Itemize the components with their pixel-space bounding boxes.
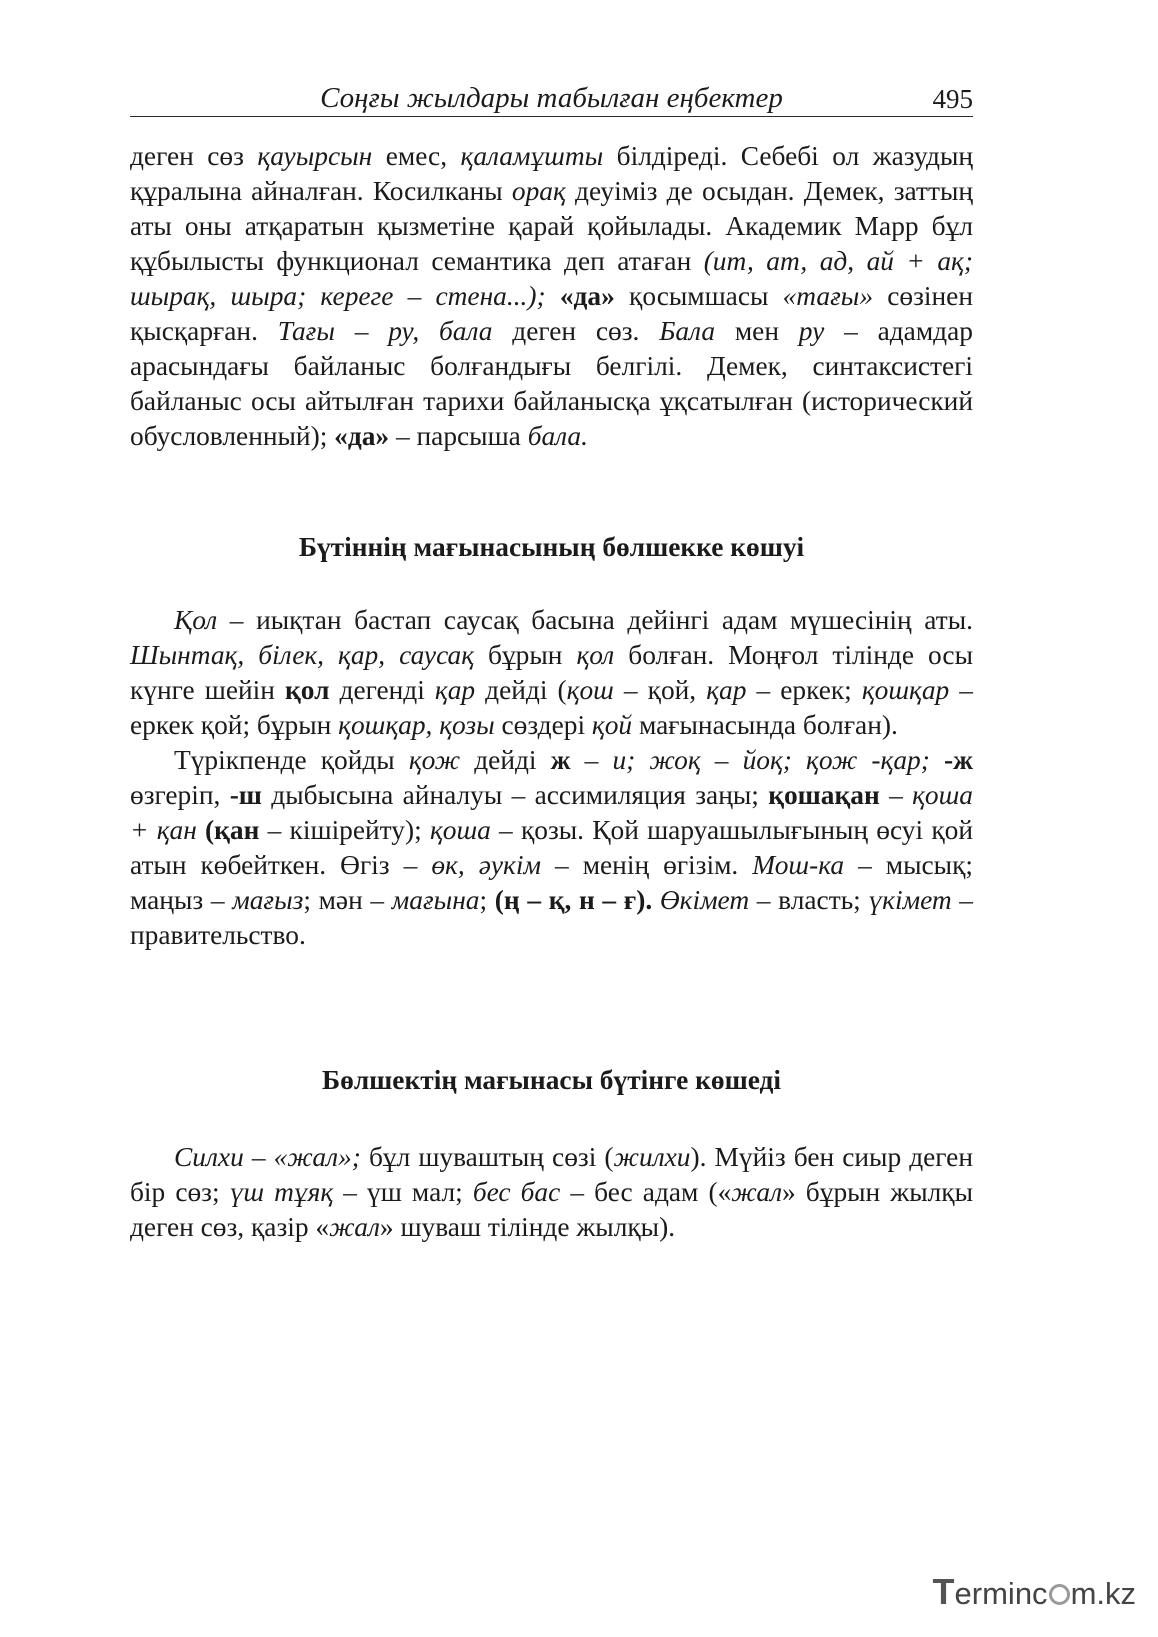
text-run: ; мән – xyxy=(303,885,392,915)
text-run: қозы. Қой шаруашылығының өсуі қой атын көбейткен. Өгіз – xyxy=(130,815,973,880)
logo-text-main: erminc xyxy=(954,1576,1048,1611)
text-run: қар xyxy=(434,675,476,705)
text-run: Мош-ка – xyxy=(752,850,872,880)
logo-letter-t: T xyxy=(932,1571,955,1612)
text-run: болған. Моңғол тілінде осы күнге шейін xyxy=(130,640,973,705)
text-run: еркек; xyxy=(770,675,862,705)
paragraph-block-2 xyxy=(130,603,973,953)
text-run: Силхи – «жал»; xyxy=(174,1142,361,1172)
text-run xyxy=(930,745,944,775)
text-run: – менің өгізім. xyxy=(540,850,753,880)
text-run: дейді xyxy=(460,745,551,775)
text-run: қоша – xyxy=(429,815,513,845)
text-run: үкімет – xyxy=(868,885,974,915)
text-run: мен xyxy=(715,316,799,346)
text-run: ру xyxy=(798,316,825,346)
text-run: дейді ( xyxy=(475,675,567,705)
paragraph xyxy=(130,743,973,953)
text-run: деген сөз. xyxy=(492,316,660,346)
text-run: емес, xyxy=(372,141,461,171)
text-run: «да» xyxy=(559,281,615,311)
running-title: Соңғы жылдары табылған еңбектер xyxy=(320,82,783,114)
paragraph xyxy=(130,603,973,743)
text-run: үш мал; xyxy=(356,1177,473,1207)
text-run: мағыз xyxy=(232,885,304,915)
text-run: иықтан бастап саусақ басына дейінгі адам мүшесінің аты. xyxy=(243,605,973,635)
text-run: бала. xyxy=(527,421,588,451)
text-run xyxy=(652,885,660,915)
text-run: өзгеріп, xyxy=(130,780,230,810)
text-run: бес адам (« xyxy=(584,1177,732,1207)
paragraph xyxy=(130,139,973,454)
text-run xyxy=(197,815,205,845)
text-run: қол xyxy=(284,675,330,705)
text-run: Шынтақ, білек, қар, саусақ xyxy=(130,640,475,670)
text-run: бұрын xyxy=(474,640,577,670)
section-heading-2: Бөлшектің мағынасы бүтінге көшеді xyxy=(322,1065,781,1095)
text-run: жилхи xyxy=(613,1142,691,1172)
text-run xyxy=(546,281,560,311)
text-run: Түрікпенде қойды xyxy=(174,745,409,775)
text-run: сөзінен қысқарған. xyxy=(130,281,973,346)
text-run: Қол – xyxy=(174,605,244,635)
text-run: власть; xyxy=(770,885,869,915)
text-run: – xyxy=(879,780,913,810)
text-run: қош – xyxy=(566,675,638,705)
running-header xyxy=(130,82,973,117)
text-run: Тағы – ру, бала xyxy=(277,316,493,346)
text-run: Өкімет – xyxy=(659,885,771,915)
text-run: правительство. xyxy=(130,920,306,950)
text-run: өк, әукім xyxy=(431,850,541,880)
text-run: орақ xyxy=(511,176,566,206)
text-run: қоша + қан xyxy=(130,780,973,845)
text-run: ). Мүйіз бен сиыр деген бір сөз; xyxy=(130,1142,973,1207)
text-run: дыбысына айналуы – ассимиляция заңы; xyxy=(261,780,769,810)
text-run: » бұрын жылқы деген сөз, қазір « xyxy=(130,1177,973,1242)
text-run: ж xyxy=(550,745,571,775)
text-run: дегенді xyxy=(329,675,435,705)
logo-circle-icon xyxy=(1049,1584,1070,1605)
text-run: Бала xyxy=(659,316,716,346)
text-run: еркек қой; бұрын xyxy=(130,710,339,740)
paragraph-block-1 xyxy=(130,139,973,454)
text-run: жал xyxy=(731,1177,783,1207)
text-run: «да» xyxy=(334,421,390,451)
text-run: қаламұшты xyxy=(460,141,604,171)
text-run: деуіміз де осыдан. Демек, заттың аты оны атқаратын қызметіне қарай қойылады. Академик Марр бұл құбылысты функционал семантика деп атаған xyxy=(130,176,973,276)
text-run: (ит, ат, ад, ай + ақ; шырақ, шыра; кереге – стена...); xyxy=(130,246,973,311)
text-run: қошқар, қозы xyxy=(338,710,495,740)
text-run: (ң – қ, н – ғ). xyxy=(494,885,653,915)
text-run: қосымшасы xyxy=(614,281,783,311)
text-run: білдіреді. Себебі ол жазудың құралына айналған. Косилканы xyxy=(130,141,974,206)
text-run: қауырсын xyxy=(257,141,373,171)
text-run: қар – xyxy=(706,675,771,705)
text-run: мысық; маңыз – xyxy=(130,850,973,915)
section-heading-1: Бүтіннің мағынасының бөлшекке көшуі xyxy=(298,532,805,562)
text-run: – адамдар арасындағы байланыс болғандығы белгілі. Демек, синтаксистегі байланыс осы айтылған тарихи байланысқа ұқсатылған (исторический обусловленный); xyxy=(130,316,973,451)
text-run: – и; жоқ – йоқ; қож -қар; xyxy=(570,745,930,775)
paragraph xyxy=(130,1140,973,1245)
text-run: » шуваш тілінде жылқы). xyxy=(379,1212,676,1242)
text-run: бес бас – xyxy=(472,1177,585,1207)
text-run: қож xyxy=(408,745,461,775)
text-run: қой, xyxy=(637,675,707,705)
paragraph-block-3 xyxy=(130,1140,973,1245)
text-run: қошақан xyxy=(768,780,880,810)
text-run: «тағы» xyxy=(782,281,874,311)
text-run: жал xyxy=(329,1212,380,1242)
text-run: сөздері xyxy=(494,710,592,740)
text-run: мағына xyxy=(391,885,480,915)
text-run: қол xyxy=(576,640,615,670)
text-run: қошқар – xyxy=(861,675,973,705)
logo-text-domain: m.kz xyxy=(1070,1576,1136,1611)
text-run: – парсыша xyxy=(389,421,528,451)
text-run: ; xyxy=(479,885,495,915)
text-run: (қан xyxy=(205,815,260,845)
text-run: бұл шуваштың сөзі ( xyxy=(360,1142,614,1172)
text-run: – кішірейту); xyxy=(259,815,430,845)
termincom-logo[interactable] xyxy=(933,1569,1136,1615)
text-run: деген сөз xyxy=(130,141,258,171)
page-number: 495 xyxy=(932,84,973,114)
text-run: -ж xyxy=(943,745,973,775)
text-run: қой xyxy=(591,710,633,740)
text-run: -ш xyxy=(229,780,262,810)
text-run: үш тұяқ – xyxy=(229,1177,357,1207)
text-run: мағынасында болған). xyxy=(632,710,898,740)
